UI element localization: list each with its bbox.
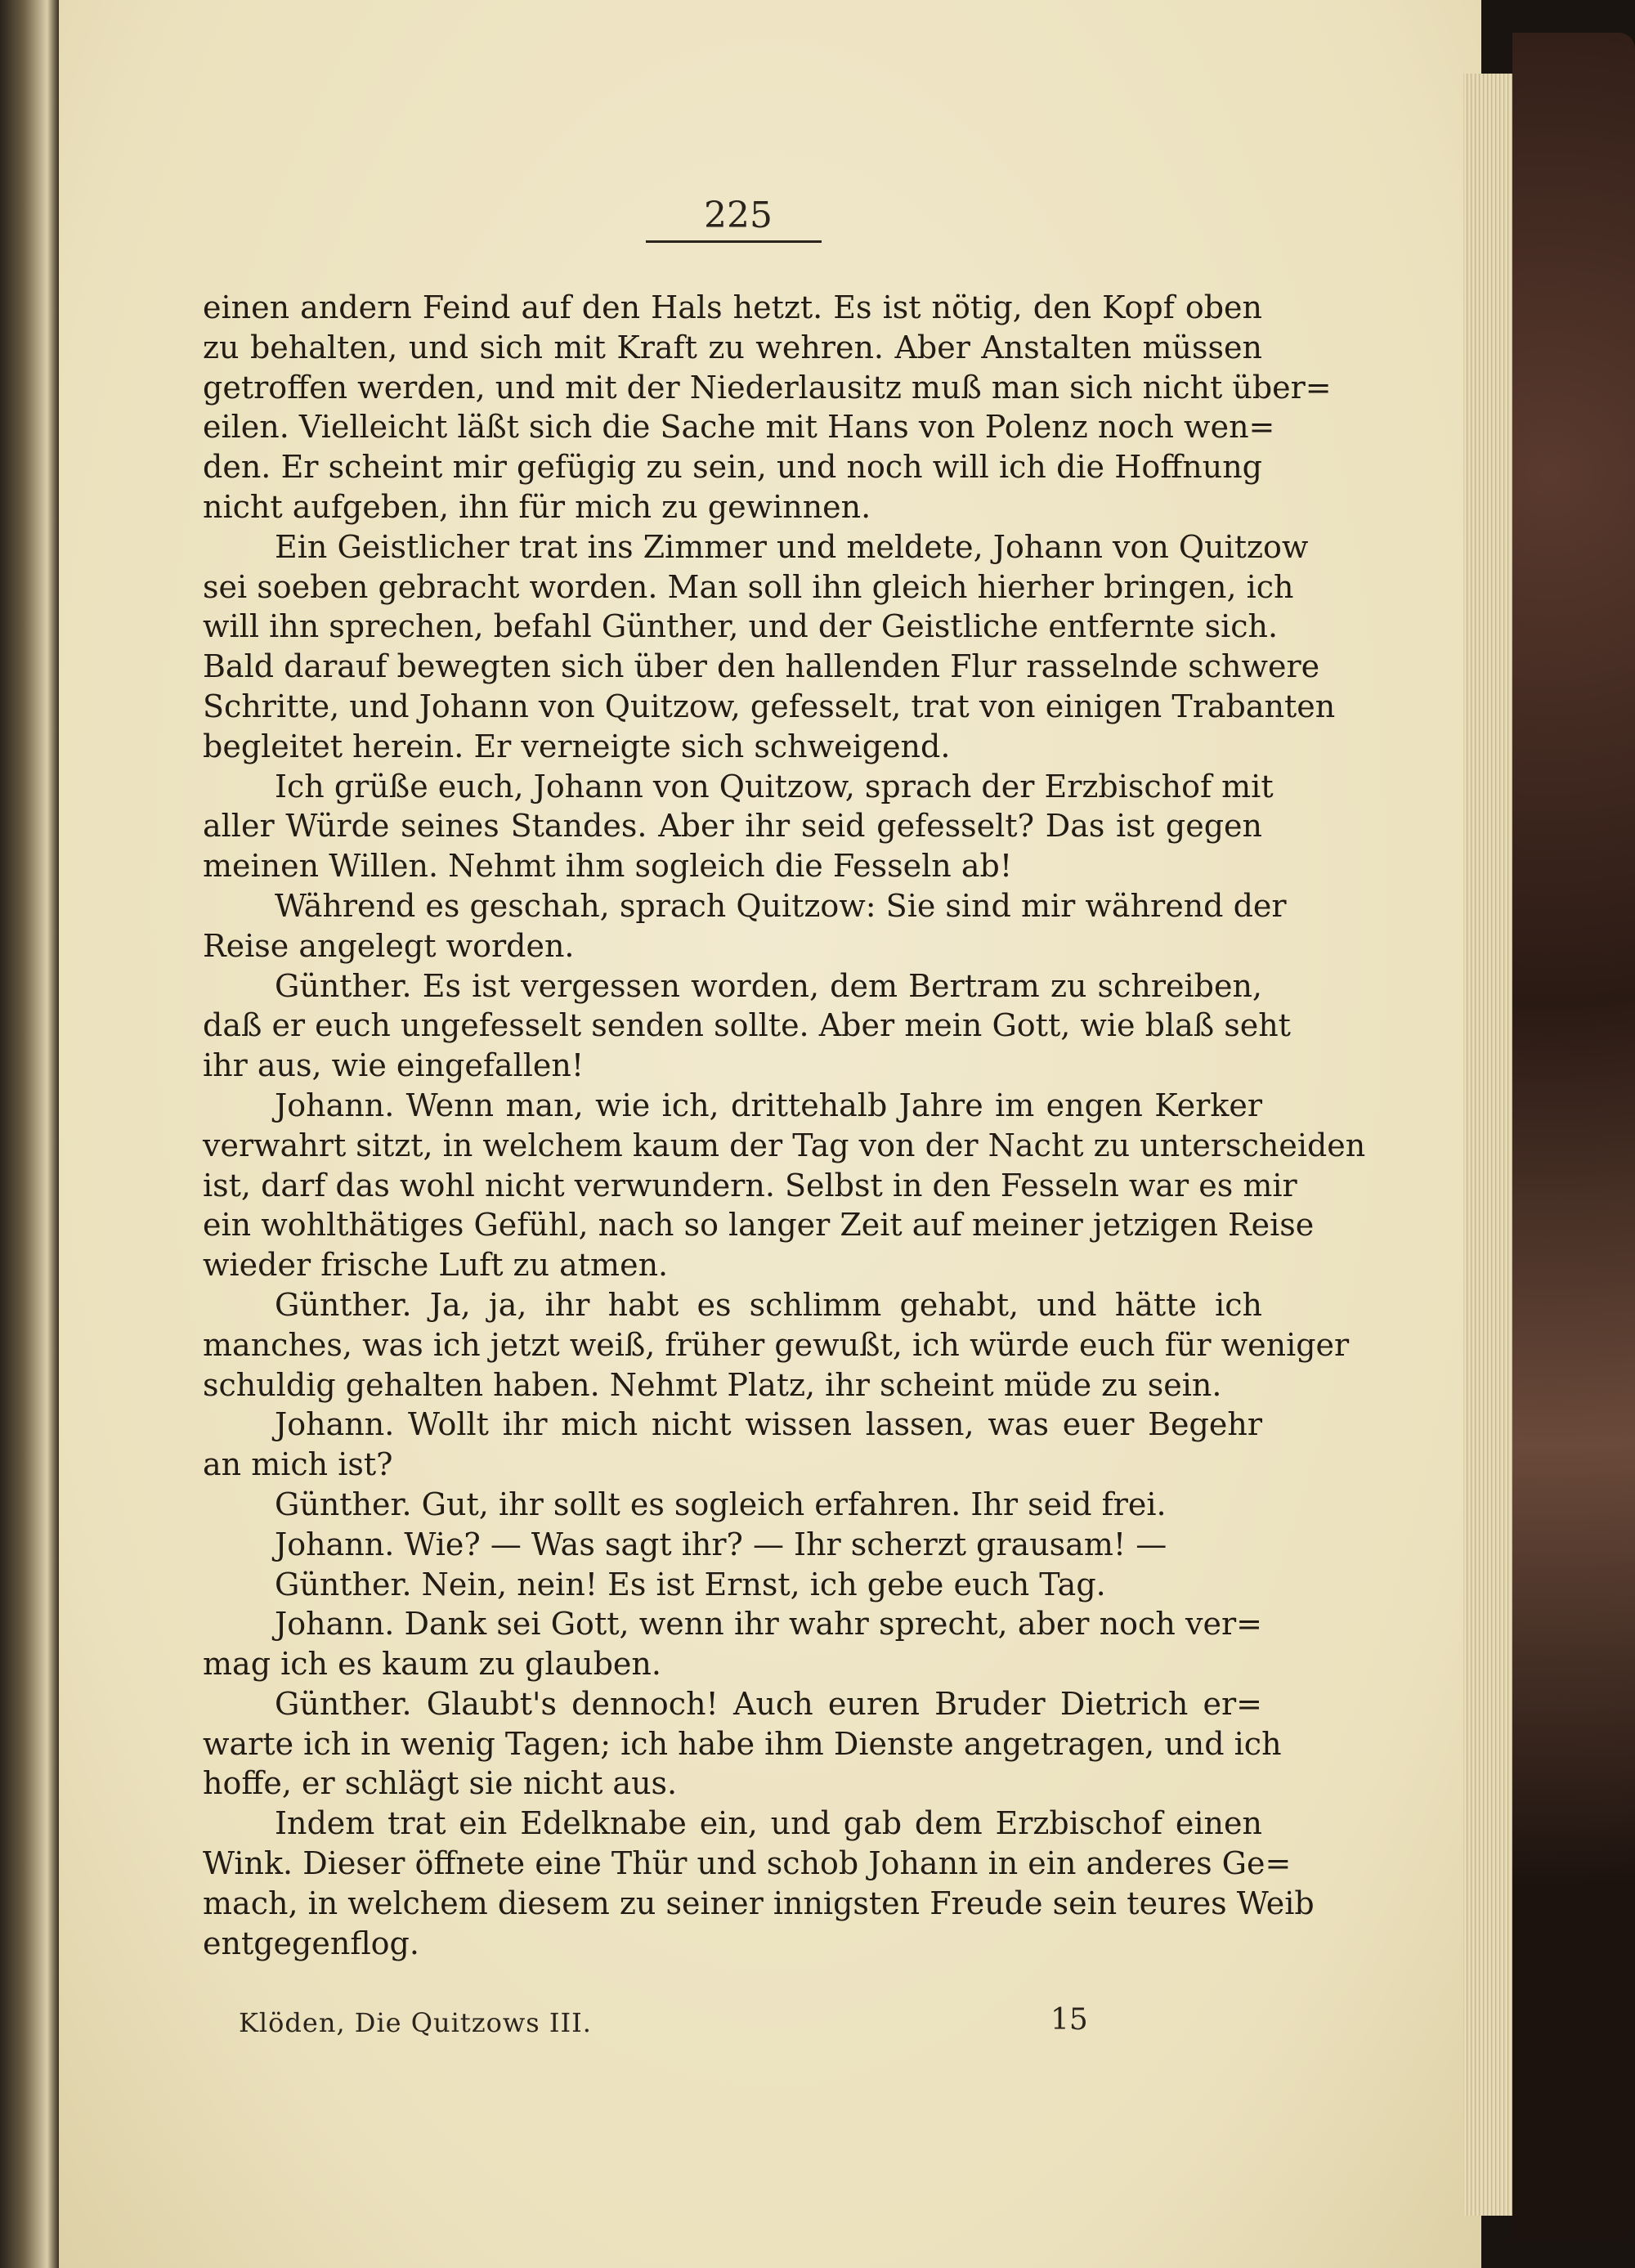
paragraph [203, 1804, 1315, 1963]
text-line: ihr aus, wie eingefallen! [203, 1047, 585, 1084]
text-line: meinen Willen. Nehmt ihm sogleich die Fesseln ab! [203, 848, 1013, 885]
text-line: zu behalten, und sich mit Kraft zu wehren. Aber Anstalten müssen [203, 329, 1262, 365]
text-line: Günther. Gut, ihr sollt es sogleich erfahren. Ihr seid frei. [275, 1486, 1167, 1522]
text-line: Indem trat ein Edelknabe ein, und gab dem Erzbischof einen [275, 1805, 1262, 1842]
body-text [203, 288, 1366, 1963]
text-line: Günther. Ja, ja, ihr habt es schlimm gehabt, und hätte ich [275, 1286, 1262, 1323]
text-line: Ich grüße euch, Johann von Quitzow, sprach der Erzbischof mit [275, 768, 1274, 805]
text-line: Johann. Dank sei Gott, wenn ihr wahr sprecht, aber noch ver= [275, 1606, 1262, 1643]
page-number: 225 [704, 195, 773, 236]
text-line: Günther. Es ist vergessen worden, dem Bertram zu schreiben, [275, 967, 1262, 1004]
text-line: Johann. Wie? — Was sagt ihr? — Ihr scherzt grausam! — [275, 1526, 1167, 1562]
text-line: warte ich in wenig Tagen; ich habe ihm Dienste angetragen, und ich [203, 1725, 1282, 1762]
paragraph [203, 1086, 1366, 1285]
text-line: mag ich es kaum zu glauben. [203, 1646, 661, 1683]
footer-sheet-number: 15 [1050, 2003, 1088, 2037]
text-line: den. Er scheint mir gefügig zu sein, und noch will ich die Hoffnung [203, 449, 1262, 486]
paragraph [203, 767, 1274, 886]
text-line: Bald darauf bewegten sich über den hallenden Flur rasselnde schwere [203, 648, 1320, 685]
text-line: Johann. Wenn man, wie ich, drittehalb Jahre im engen Kerker [275, 1087, 1262, 1123]
text-line: schuldig gehalten haben. Nehmt Platz, ihr scheint müde zu sein. [203, 1366, 1222, 1403]
paragraph [203, 1525, 1262, 1565]
paragraph [203, 886, 1287, 966]
text-line: ein wohlthätiges Gefühl, nach so langer Zeit auf meiner jetzigen Reise [203, 1207, 1315, 1244]
text-line: Schritte, und Johann von Quitzow, gefesselt, trat von einigen Trabanten [203, 688, 1336, 724]
text-line: Günther. Glaubt's dennoch! Auch euren Bruder Dietrich er= [275, 1685, 1262, 1722]
adjacent-page-edge [0, 0, 59, 2268]
text-line: wieder frische Luft zu atmen. [203, 1247, 669, 1284]
text-line: an mich ist? [203, 1446, 393, 1483]
paragraph [203, 1604, 1262, 1684]
text-line: manches, was ich jetzt weiß, früher gewußt, ich würde euch für weniger [203, 1326, 1350, 1363]
book-cover [1512, 33, 1635, 2240]
footer-signature: Klöden, Die Quitzows III. [239, 2007, 592, 2038]
text-line: getroffen werden, und mit der Niederlausitz muß man sich nicht über= [203, 369, 1332, 406]
paragraph [203, 1485, 1262, 1525]
text-line: nicht aufgeben, ihn für mich zu gewinnen. [203, 488, 871, 525]
text-line: begleitet herein. Er verneigte sich schweigend. [203, 728, 951, 764]
text-line: mach, in welchem diesem zu seiner innigsten Freude sein teures Weib [203, 1885, 1315, 1921]
text-line: Wink. Dieser öffnete eine Thür und schob Johann in ein anderes Ge= [203, 1845, 1292, 1882]
paragraph [203, 1285, 1350, 1405]
text-line: Während es geschah, sprach Quitzow: Sie sind mir während der [275, 887, 1287, 924]
text-line: entgegenflog. [203, 1925, 419, 1961]
paragraph [203, 288, 1332, 527]
text-line: Johann. Wollt ihr mich nicht wissen lassen, was euer Begehr [275, 1406, 1262, 1443]
paragraph [203, 1565, 1262, 1605]
header-rule [646, 240, 822, 243]
text-line: Günther. Nein, nein! Es ist Ernst, ich gebe euch Tag. [275, 1566, 1106, 1602]
text-line: verwahrt sitzt, in welchem kaum der Tag von der Nacht zu unterscheiden [203, 1127, 1366, 1163]
text-line: sei soeben gebracht worden. Man soll ihn gleich hierher bringen, ich [203, 568, 1294, 605]
paragraph [203, 1684, 1282, 1804]
text-line: hoffe, er schlägt sie nicht aus. [203, 1765, 678, 1802]
text-line: einen andern Feind auf den Hals hetzt. Es ist nötig, den Kopf oben [203, 289, 1262, 325]
text-line: Ein Geistlicher trat ins Zimmer und meldete, Johann von Quitzow [275, 528, 1309, 565]
text-line: daß er euch ungefesselt senden sollte. Aber mein Gott, wie blaß seht [203, 1007, 1291, 1044]
text-line: will ihn sprechen, befahl Günther, und der Geistliche entfernte sich. [203, 608, 1279, 645]
page-stack-edge [1463, 74, 1512, 2216]
paragraph [203, 527, 1336, 767]
text-line: eilen. Vielleicht läßt sich die Sache mit Hans von Polenz noch wen= [203, 409, 1275, 446]
text-line: ist, darf das wohl nicht verwundern. Selbst in den Fesseln war es mir [203, 1167, 1297, 1203]
paragraph [203, 966, 1291, 1086]
text-line: Reise angelegt worden. [203, 927, 575, 964]
paragraph [203, 1405, 1262, 1485]
text-line: aller Würde seines Standes. Aber ihr seid gefesselt? Das ist gegen [203, 808, 1262, 845]
